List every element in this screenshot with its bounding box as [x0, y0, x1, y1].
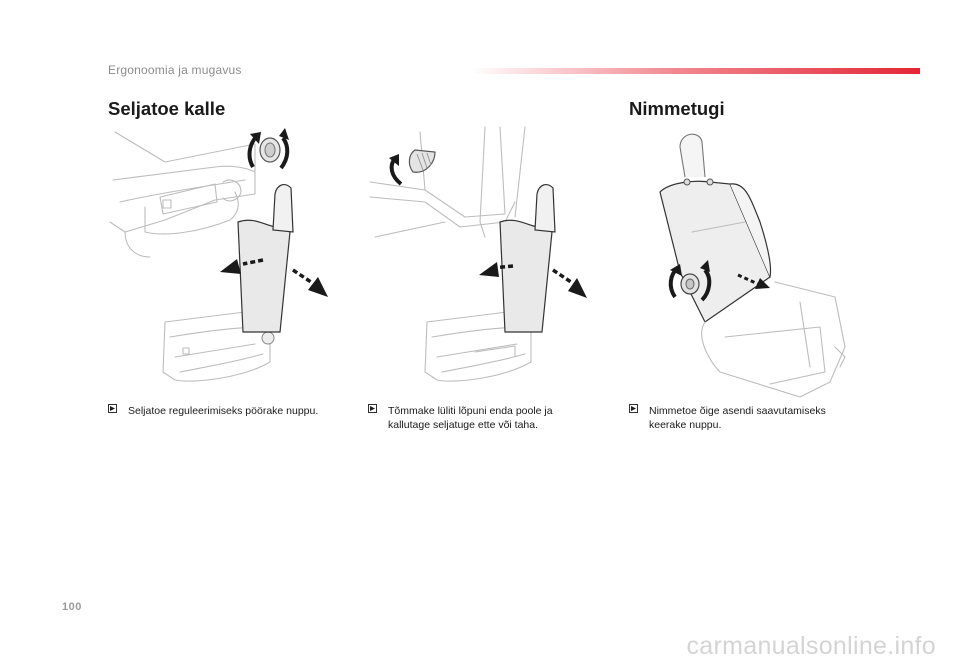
chapter-accent-bar	[470, 68, 920, 74]
instruction-text: Tõmmake lüliti lõpuni enda poole ja kallutage seljatuge ette või taha.	[388, 405, 553, 431]
figure-backrest-knob	[105, 122, 350, 392]
page-number: 100	[62, 601, 82, 613]
chapter-title: Ergonoomia ja mugavus	[108, 63, 242, 77]
figure-backrest-lever	[365, 122, 605, 392]
instruction-text: Nimmetoe õige asendi saavutamiseks keerake nuppu.	[649, 405, 826, 431]
instruction-lumbar-knob	[629, 404, 864, 432]
watermark: carmanualsonline.info	[686, 632, 936, 660]
arrow-bullet-icon	[108, 404, 117, 413]
instruction-text: Seljatoe reguleerimiseks pöörake nuppu.	[128, 405, 319, 417]
section-title-backrest-tilt: Seljatoe kalle	[108, 98, 226, 119]
arrow-bullet-icon	[368, 404, 377, 413]
figure-lumbar-knob	[650, 122, 860, 402]
instruction-backrest-knob	[108, 404, 348, 418]
section-title-lumbar-support: Nimmetugi	[629, 98, 725, 119]
instruction-backrest-lever	[368, 404, 588, 432]
arrow-bullet-icon	[629, 404, 638, 413]
